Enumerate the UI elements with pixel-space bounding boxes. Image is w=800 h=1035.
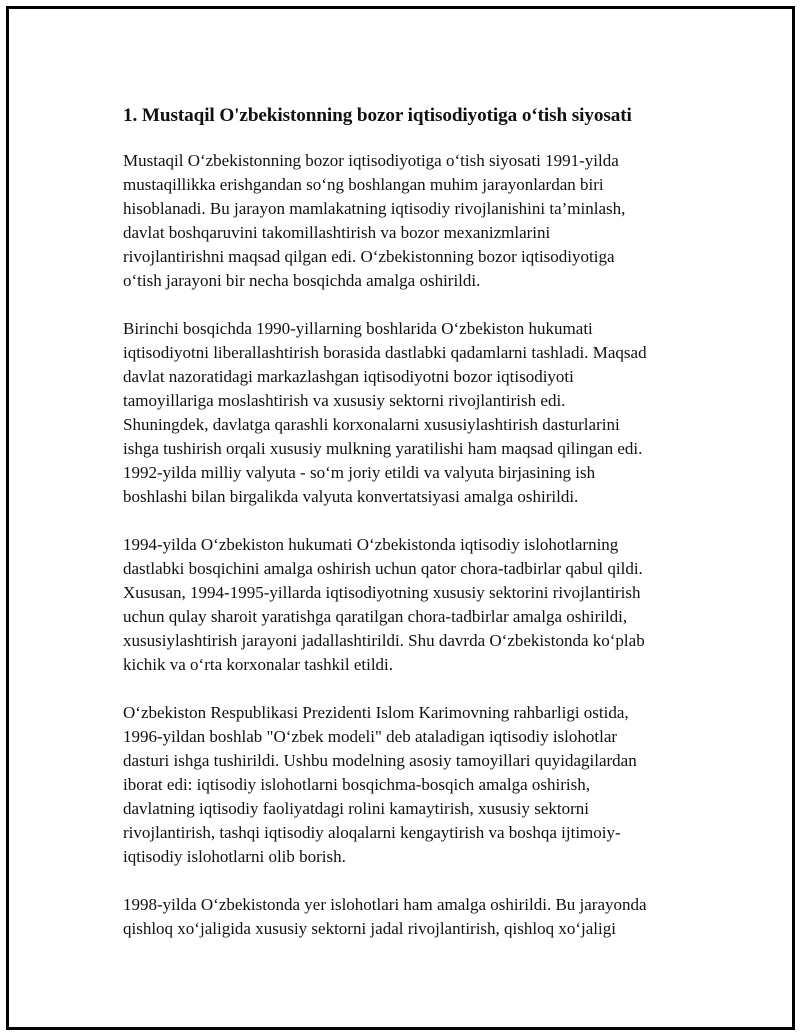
text-line: O‘zbekiston Respublikasi Prezidenti Islom Karimovning rahbarligi ostida, [123, 703, 629, 722]
text-line: tamoyillariga moslashtirish va xususiy sektorni rivojlantirish edi. [123, 391, 566, 410]
text-line: davlatning iqtisodiy faoliyatdagi rolini kamaytirish, xususiy sektorni [123, 799, 590, 818]
text-line: boshlashi bilan birgalikda valyuta konvertatsiyasi amalga oshirildi. [123, 487, 579, 506]
text-line: iqtisodiyotni liberallashtirish borasida dastlabki qadamlarni tashladi. Maqsad [123, 343, 647, 362]
paragraph-1 [123, 149, 698, 293]
text-line: hisoblanadi. Bu jarayon mamlakatning iqtisodiy rivojlanishini ta’minlash, [123, 199, 626, 218]
text-line: Birinchi bosqichda 1990-yillarning boshlarida O‘zbekiston hukumati [123, 319, 593, 338]
text-line: 1998-yilda O‘zbekistonda yer islohotlari ham amalga oshirildi. Bu jarayonda [123, 895, 647, 914]
text-line: rivojlantirishni maqsad qilgan edi. O‘zbekistonning bozor iqtisodiyotiga [123, 247, 615, 266]
text-line: o‘tish jarayoni bir necha bosqichda amalga oshirildi. [123, 271, 481, 290]
text-line: Mustaqil O‘zbekistonning bozor iqtisodiyotiga o‘tish siyosati 1991-yilda [123, 151, 619, 170]
document-body [123, 99, 698, 965]
text-line: 1994-yilda O‘zbekiston hukumati O‘zbekistonda iqtisodiy islohotlarning [123, 535, 619, 554]
text-line: rivojlantirish, tashqi iqtisodiy aloqalarni kengaytirish va boshqa ijtimoiy- [123, 823, 621, 842]
text-line: qishloq xo‘jaligida xususiy sektorni jadal rivojlantirish, qishloq xo‘jaligi [123, 919, 616, 938]
text-line: Shuningdek, davlatga qarashli korxonalarni xususiylashtirish dasturlarini [123, 415, 620, 434]
paragraph-2 [123, 317, 698, 509]
text-line: iborat edi: iqtisodiy islohotlarni bosqichma-bosqich amalga oshirish, [123, 775, 590, 794]
text-line: kichik va o‘rta korxonalar tashkil etildi. [123, 655, 394, 674]
paragraph-5 [123, 893, 698, 941]
text-line: davlat nazoratidagi markazlashgan iqtisodiyotni bozor iqtisodiyoti [123, 367, 574, 386]
paragraph-3 [123, 533, 698, 677]
text-line: xususiylashtirish jarayoni jadallashtirildi. Shu davrda O‘zbekistonda ko‘plab [123, 631, 645, 650]
text-line: 1992-yilda milliy valyuta - so‘m joriy etildi va valyuta birjasining ish [123, 463, 596, 482]
page-frame [6, 6, 795, 1030]
text-line: uchun qulay sharoit yaratishga qaratilgan chora-tadbirlar amalga oshirildi, [123, 607, 628, 626]
text-line: dasturi ishga tushirildi. Ushbu modelning asosiy tamoyillari quyidagilardan [123, 751, 637, 770]
text-line: mustaqillikka erishgandan so‘ng boshlangan muhim jarayonlardan biri [123, 175, 604, 194]
section-heading: 1. Mustaqil O'zbekistonning bozor iqtisodiyotiga o‘tish siyosati [123, 105, 632, 126]
text-line: iqtisodiy islohotlarni olib borish. [123, 847, 346, 866]
paragraph-4 [123, 701, 698, 869]
text-line: Xususan, 1994-1995-yillarda iqtisodiyotning xususiy sektorini rivojlantirish [123, 583, 641, 602]
text-line: 1996-yildan boshlab "O‘zbek modeli" deb ataladigan iqtisodiy islohotlar [123, 727, 618, 746]
text-line: dastlabki bosqichini amalga oshirish uchun qator chora-tadbirlar qabul qildi. [123, 559, 643, 578]
text-line: ishga tushirish orqali xususiy mulkning yaratilishi ham maqsad qilingan edi. [123, 439, 643, 458]
text-line: davlat boshqaruvini takomillashtirish va bozor mexanizmlarini [123, 223, 551, 242]
